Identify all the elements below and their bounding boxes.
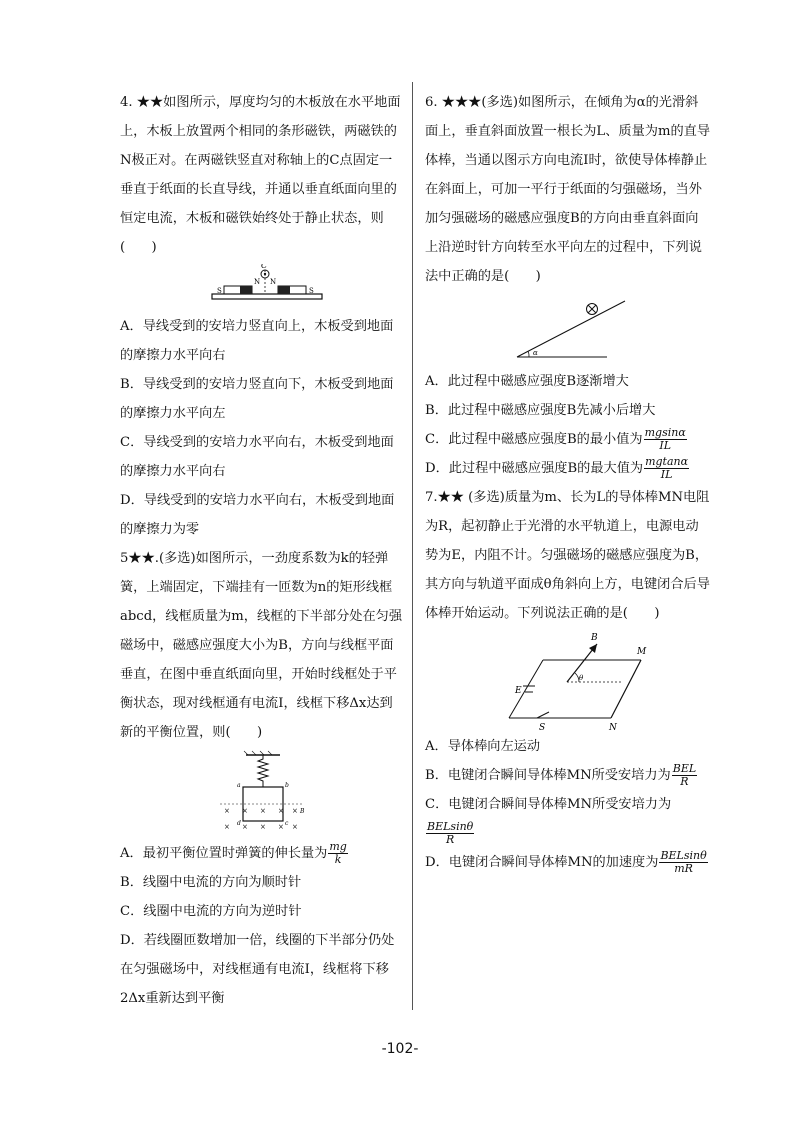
q5-label-d: d bbox=[237, 820, 241, 827]
q5-field-cross: × bbox=[278, 807, 284, 815]
q5-label-a: a bbox=[237, 782, 241, 789]
q5-option-a-num: mg bbox=[329, 840, 347, 853]
q5-option-b: B．线圈中电流的方向为顺时针 bbox=[120, 875, 302, 890]
q4-option-d: D．导线受到的安培力水平向右，木板受到地面的摩擦力为零 bbox=[120, 493, 395, 537]
q5-label-c: c bbox=[285, 820, 289, 827]
q5-field-cross: × bbox=[278, 823, 284, 831]
q5-field-cross: × bbox=[224, 807, 230, 815]
q5-field-cross: × bbox=[292, 823, 298, 831]
q5-field-cross: × bbox=[260, 807, 266, 815]
q5-option-a-den: k bbox=[334, 853, 342, 866]
page-number: -102- bbox=[381, 1041, 419, 1057]
q7-rail-figure bbox=[425, 630, 710, 730]
q7-option-c-fraction bbox=[426, 821, 474, 846]
q7-option-b-text: B．电键闭合瞬间导体棒MN所受安培力为 bbox=[425, 768, 671, 783]
q7-option-c-text: C．电键闭合瞬间导体棒MN所受安培力为 bbox=[425, 797, 672, 812]
q5-option-a-text: A．最初平衡位置时弹簧的伸长量为 bbox=[120, 846, 328, 861]
q5-field-cross: × bbox=[242, 807, 248, 815]
q7-option-c bbox=[425, 790, 710, 848]
q6-option-c-text: C．此过程中磁感应强度B的最小值为 bbox=[425, 432, 643, 447]
q7-label-M: M bbox=[637, 647, 647, 657]
q6-option-d bbox=[425, 454, 710, 483]
q6-incline-figure bbox=[425, 293, 710, 365]
q5-option-c: C．线圈中电流的方向为逆时针 bbox=[120, 904, 302, 919]
q7-option-b bbox=[425, 761, 710, 790]
q7-option-d-num: BELsinθ bbox=[660, 849, 707, 862]
q4-label-n2: N bbox=[270, 278, 277, 286]
q5-option-a-fraction bbox=[328, 841, 347, 866]
q4-option-c: C．导线受到的安培力水平向右，木板受到地面的摩擦力水平向右 bbox=[120, 435, 394, 479]
q6-option-c bbox=[425, 425, 710, 454]
q4-magnet-figure bbox=[120, 264, 402, 310]
q7-option-b-den: R bbox=[680, 775, 689, 788]
q5-stem: 5★★.(多选)如图所示，一劲度系数为k的轻弹簧，上端固定，下端挂有一匝数为n的矩形线框abcd，线框质量为m，线框的下半部分处在匀强磁场中，磁感应强度大小为B，方向与线框平面垂直，在图中垂直纸面向里，开始时线框处于平衡状态，现对线框通有电流I，线框下移Δx达到新的平衡位置，则( ) bbox=[120, 551, 403, 740]
q7-label-E: E bbox=[515, 686, 522, 696]
q5-field-cross: × bbox=[292, 807, 298, 815]
q7-option-b-num: BEL bbox=[672, 762, 697, 775]
q6-option-c-den: IL bbox=[659, 439, 671, 452]
left-column bbox=[120, 88, 402, 1013]
q6-option-d-den: IL bbox=[660, 468, 673, 481]
q7-option-d-fraction bbox=[659, 850, 707, 875]
q6-option-c-fraction bbox=[644, 427, 687, 452]
q7-stem: 7.★★ (多选)质量为m、长为L的导体棒MN电阻为R，起初静止于光滑的水平轨道上，电源电动势为E，内阻不计。匀强磁场的磁感应强度为B，其方向与轨道平面成θ角斜向上方，电键闭合后导体棒开始运动。下列说法正确的是( ) bbox=[425, 490, 710, 621]
q5-field-cross: × bbox=[224, 823, 230, 831]
q7-option-a: A．导体棒向左运动 bbox=[425, 739, 541, 754]
q7-label-S: S bbox=[539, 723, 546, 730]
q6-option-d-fraction bbox=[644, 456, 689, 481]
q6-stem: 6. ★★★(多选)如图所示，在倾角为α的光滑斜面上，垂直斜面放置一根长为L、质量为m的直导体棒，当通以图示方向电流I时，欲使导体棒静止在斜面上，可加一平行于纸面的匀强磁场，当外加匀强磁场的磁感应强度B的方向由垂直斜面向上沿逆时针方向转至水平向左的过程中，下列说法中正确的是( ) bbox=[425, 95, 711, 284]
q6-option-c-num: mgsinα bbox=[644, 426, 686, 439]
q4-option-a: A．导线受到的安培力竖直向上，木板受到地面的摩擦力水平向右 bbox=[120, 319, 394, 363]
q5-label-B: B bbox=[300, 808, 305, 815]
q4-label-n1: N bbox=[254, 278, 261, 286]
q6-option-b: B．此过程中磁感应强度B先减小后增大 bbox=[425, 403, 656, 418]
q5-label-b: b bbox=[285, 782, 289, 789]
q7-option-b-fraction bbox=[672, 763, 697, 788]
q7-option-c-num: BELsinθ bbox=[427, 820, 474, 833]
column-divider bbox=[412, 82, 413, 1010]
q5-field-cross: × bbox=[242, 823, 248, 831]
q4-label-s2: S bbox=[309, 287, 314, 295]
q7-option-c-den: R bbox=[446, 833, 455, 846]
q7-option-d bbox=[425, 848, 710, 877]
q7-label-theta: θ bbox=[579, 674, 584, 682]
q4-stem: 4. ★★如图所示，厚度均匀的木板放在水平地面上，木板上放置两个相同的条形磁铁，两磁铁的N极正对。在两磁铁竖直对称轴上的C点固定一垂直于纸面的长直导线，并通以垂直纸面向里的恒定电流，木板和磁铁始终处于静止状态，则( ) bbox=[120, 95, 401, 255]
q5-spring-figure bbox=[120, 749, 402, 837]
q6-option-d-text: D．此过程中磁感应强度B的最大值为 bbox=[425, 461, 644, 476]
q5-option-d: D．若线圈匝数增加一倍，线圈的下半部分仍处在匀强磁场中，对线框通有电流I，线框将下移2Δx重新达到平衡 bbox=[120, 933, 395, 1006]
q4-label-s1: S bbox=[217, 287, 222, 295]
q4-option-b: B．导线受到的安培力竖直向下，木板受到地面的摩擦力水平向左 bbox=[120, 377, 394, 421]
right-column bbox=[425, 88, 710, 877]
q5-option-a bbox=[120, 839, 402, 868]
q5-field-cross: × bbox=[260, 823, 266, 831]
q4-label-c: C bbox=[261, 264, 268, 270]
q6-option-a: A．此过程中磁感应强度B逐渐增大 bbox=[425, 374, 629, 389]
q6-option-d-num: mgtanα bbox=[645, 455, 689, 468]
q7-label-B: B bbox=[591, 633, 598, 643]
q7-label-N: N bbox=[609, 723, 617, 730]
q6-label-alpha: α bbox=[533, 349, 538, 357]
q7-option-d-den: mR bbox=[674, 862, 693, 875]
q7-option-d-text: D．电键闭合瞬间导体棒MN的加速度为 bbox=[425, 855, 659, 870]
